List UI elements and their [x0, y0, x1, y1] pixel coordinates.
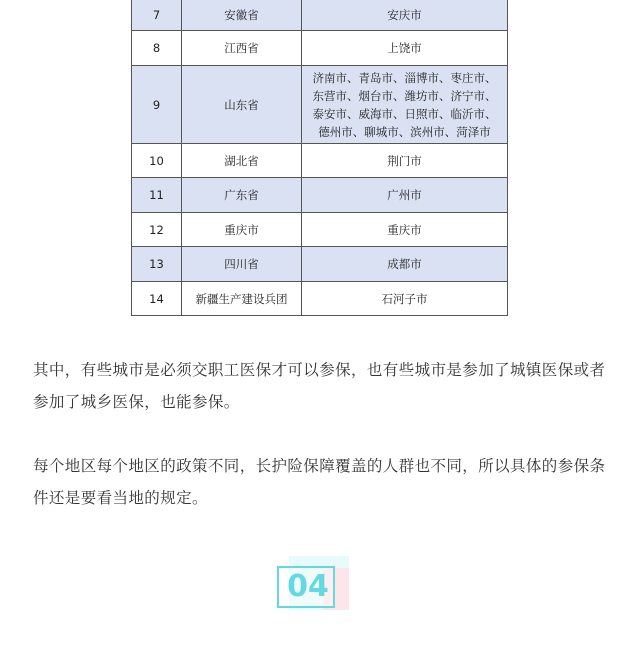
- cities-cell: 荆门市: [302, 144, 508, 178]
- province-cell: 广东省: [182, 178, 302, 213]
- row-number-cell: 7: [132, 0, 182, 31]
- city-table: [131, 0, 508, 316]
- cities-cell: 上饶市: [302, 31, 508, 66]
- row-number-cell: 12: [132, 213, 182, 247]
- row-number-cell: 9: [132, 66, 182, 144]
- province-cell: 四川省: [182, 247, 302, 282]
- cities-cell: 广州市: [302, 178, 508, 213]
- cities-cell: 安庆市: [302, 0, 508, 31]
- row-number-cell: 14: [132, 282, 182, 316]
- table-row: [132, 178, 508, 213]
- row-number-cell: 8: [132, 31, 182, 66]
- province-cell: 安徽省: [182, 0, 302, 31]
- cities-cell: 重庆市: [302, 213, 508, 247]
- section-number-badge: [277, 556, 351, 612]
- row-number-cell: 13: [132, 247, 182, 282]
- table-row: [132, 213, 508, 247]
- table-row: [132, 0, 508, 31]
- table-row: [132, 31, 508, 66]
- paragraph-2: 每个地区每个地区的政策不同，长护险保障覆盖的人群也不同，所以具体的参保条件还是要看当地的规定。: [33, 457, 606, 507]
- province-cell: 山东省: [182, 66, 302, 144]
- table-row: [132, 144, 508, 178]
- paragraph-1: 其中，有些城市是必须交职工医保才可以参保，也有些城市是参加了城镇医保或者参加了城乡医保，也能参保。: [33, 361, 606, 411]
- row-number-cell: 10: [132, 144, 182, 178]
- province-cell: 新疆生产建设兵团: [182, 282, 302, 316]
- row-number-cell: 11: [132, 178, 182, 213]
- table-row: [132, 247, 508, 282]
- cities-cell: 石河子市: [302, 282, 508, 316]
- cities-cell: 成都市: [302, 247, 508, 282]
- section-number: 04: [287, 569, 329, 604]
- province-cell: 重庆市: [182, 213, 302, 247]
- province-cell: 湖北省: [182, 144, 302, 178]
- table-row: [132, 66, 508, 144]
- city-table-body: [132, 0, 508, 316]
- province-cell: 江西省: [182, 31, 302, 66]
- cities-cell: 济南市、青岛市、淄博市、枣庄市、 东营市、烟台市、潍坊市、济宁市、 泰安市、威海市、日照市、临沂市、 德州市、聊城市、滨州市、菏泽市: [302, 66, 508, 144]
- table-row: [132, 282, 508, 316]
